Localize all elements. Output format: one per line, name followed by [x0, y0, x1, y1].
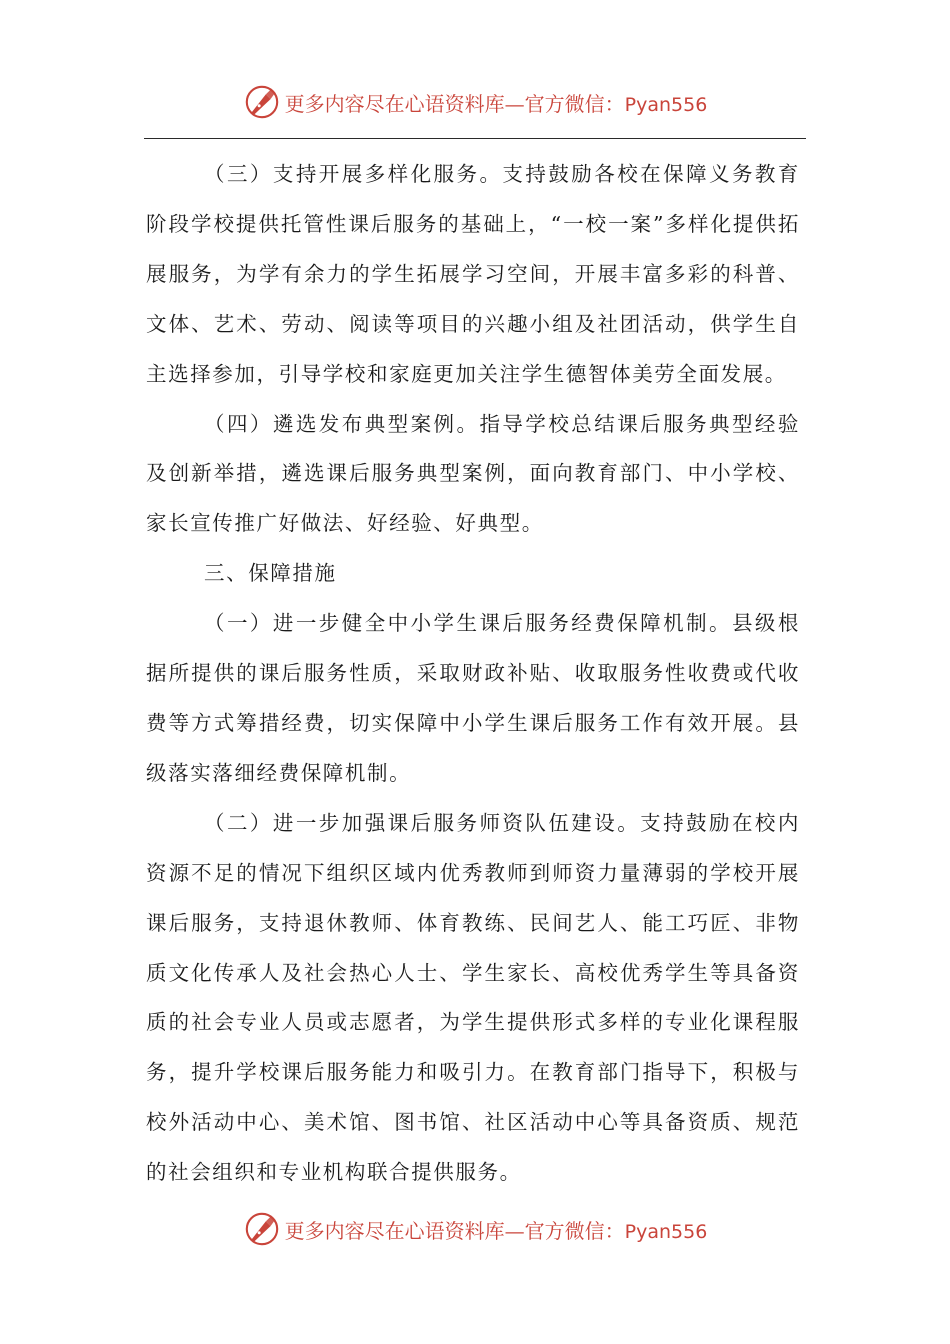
paragraph-two-teacher-team: （二）进一步加强课后服务师资队伍建设。支持鼓励在校内资源不足的情况下组织区域内优秀教师到师资力量薄弱的学校开展课后服务，支持退休教师、体育教练、民间艺人、能工巧匠、非物质文化传承人及社会热心人士、学生家长、高校优秀学生等具备资质的社会专业人员或志愿者，为学生提供形式多样的专业化课程服务，提升学校课后服务能力和吸引力。在教育部门指导下，积极与校外活动中心、美术馆、图书馆、社区活动中心等具备资质、规范的社会组织和专业机构联合提供服务。 — [146, 810, 800, 1185]
banner-text: 更多内容尽在心语资料库—官方微信：Pyan556 — [284, 1218, 708, 1243]
header-watermark-banner — [0, 80, 950, 124]
footer-watermark-banner — [0, 1207, 950, 1251]
banner-text: 更多内容尽在心语资料库—官方微信：Pyan556 — [284, 91, 708, 116]
paragraph-three-diversified-services: （三）支持开展多样化服务。支持鼓励各校在保障义务教育阶段学校提供托管性课后服务的基础上，“一校一案”多样化提供拓展服务，为学有余力的学生拓展学习空间，开展丰富多彩的科普、文体、艺术、劳动、阅读等项目的兴趣小组及社团活动，供学生自主选择参加，引导学校和家庭更加关注学生德智体美劳全面发展。 — [146, 162, 800, 386]
paragraph-one-funding-mechanism: （一）进一步健全中小学生课后服务经费保障机制。县级根据所提供的课后服务性质，采取财政补贴、收取服务性收费或代收费等方式筹措经费，切实保障中小学生课后服务工作有效开展。县级落实落细经费保障机制。 — [146, 611, 800, 785]
pen-nib-logo-icon — [243, 1210, 281, 1248]
pen-nib-logo-icon — [243, 83, 281, 121]
document-body — [146, 150, 800, 1198]
paragraph-four-typical-cases: （四）遴选发布典型案例。指导学校总结课后服务典型经验及创新举措，遴选课后服务典型案例，面向教育部门、中小学校、家长宣传推广好做法、好经验、好典型。 — [146, 411, 800, 536]
header-divider — [144, 138, 806, 139]
section-heading-safeguards: 三、保障措施 — [204, 561, 337, 586]
